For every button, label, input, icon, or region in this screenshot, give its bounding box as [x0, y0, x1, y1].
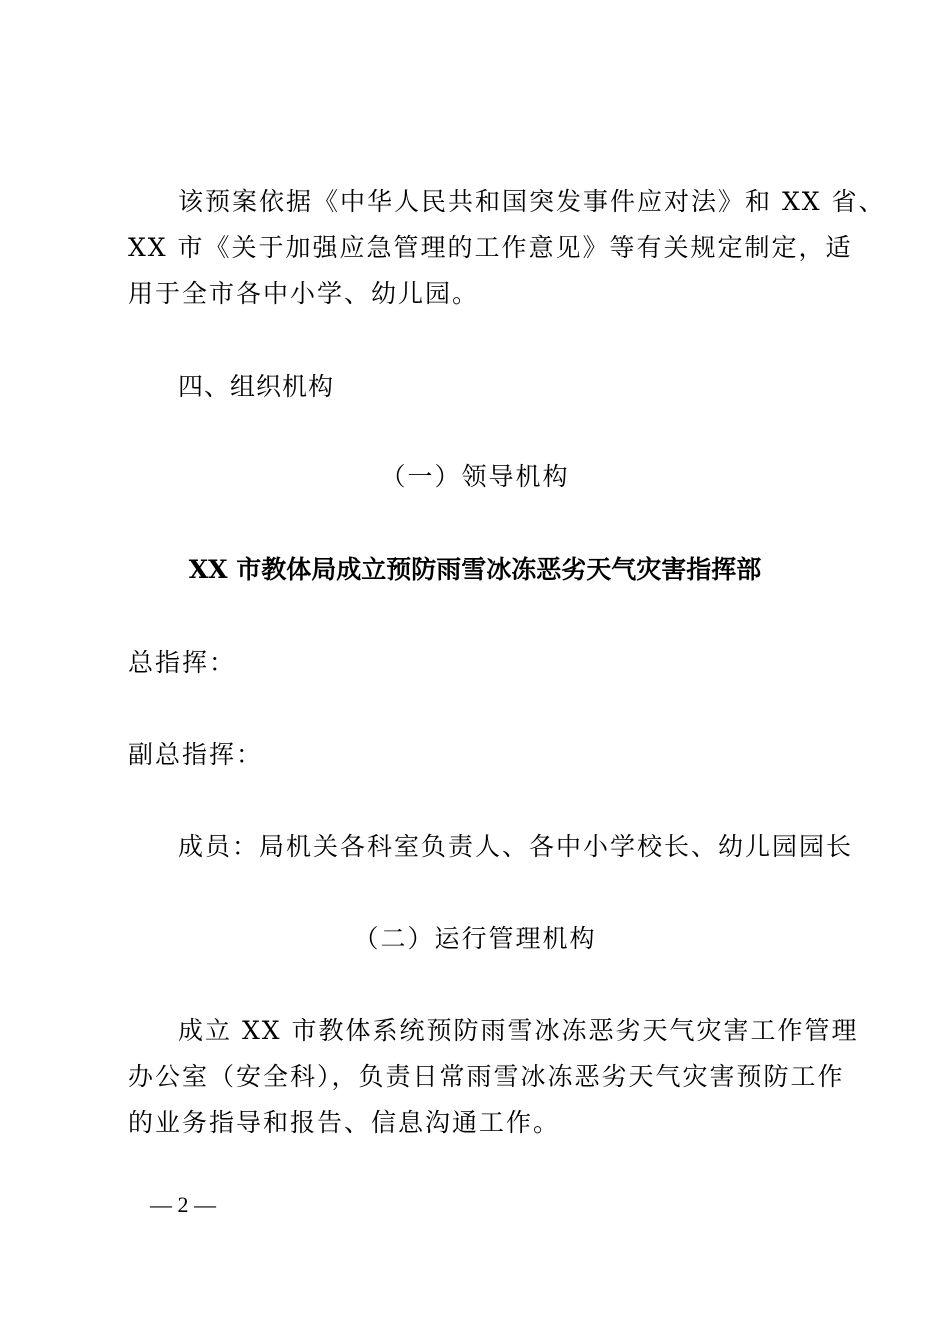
paragraph-1-line-3: 用于全市各中小学、幼儿园。	[128, 279, 480, 308]
page-number: — 2 —	[150, 1192, 216, 1217]
subsection-1-title: （一）领导机构	[380, 462, 570, 491]
subsection-2-title: （二）运行管理机构	[353, 924, 597, 953]
section-4-title: 四、组织机构	[178, 372, 335, 401]
paragraph-2-line-3: 的业务指导和报告、信息沟通工作。	[128, 1108, 561, 1137]
commander-label: 总指挥：	[128, 648, 237, 677]
paragraph-1-line-1: 该预案依据《中华人民共和国突发事件应对法》和 XX 省、	[178, 187, 886, 216]
headquarters-title: XX 市教体局成立预防雨雪冰冻恶劣天气灾害指挥部	[188, 555, 762, 584]
deputy-commander-label: 副总指挥：	[128, 740, 264, 769]
paragraph-2-line-1: 成立 XX 市教体系统预防雨雪冰冻恶劣天气灾害工作管理	[178, 1016, 859, 1045]
paragraph-1-line-2: XX 市《关于加强应急管理的工作意见》等有关规定制定，适	[128, 233, 853, 262]
paragraph-2-line-2: 办公室（安全科），负责日常雨雪冰冻恶劣天气灾害预防工作	[128, 1062, 845, 1091]
members-line: 成员：局机关各科室负责人、各中小学校长、幼儿园园长	[178, 832, 854, 861]
